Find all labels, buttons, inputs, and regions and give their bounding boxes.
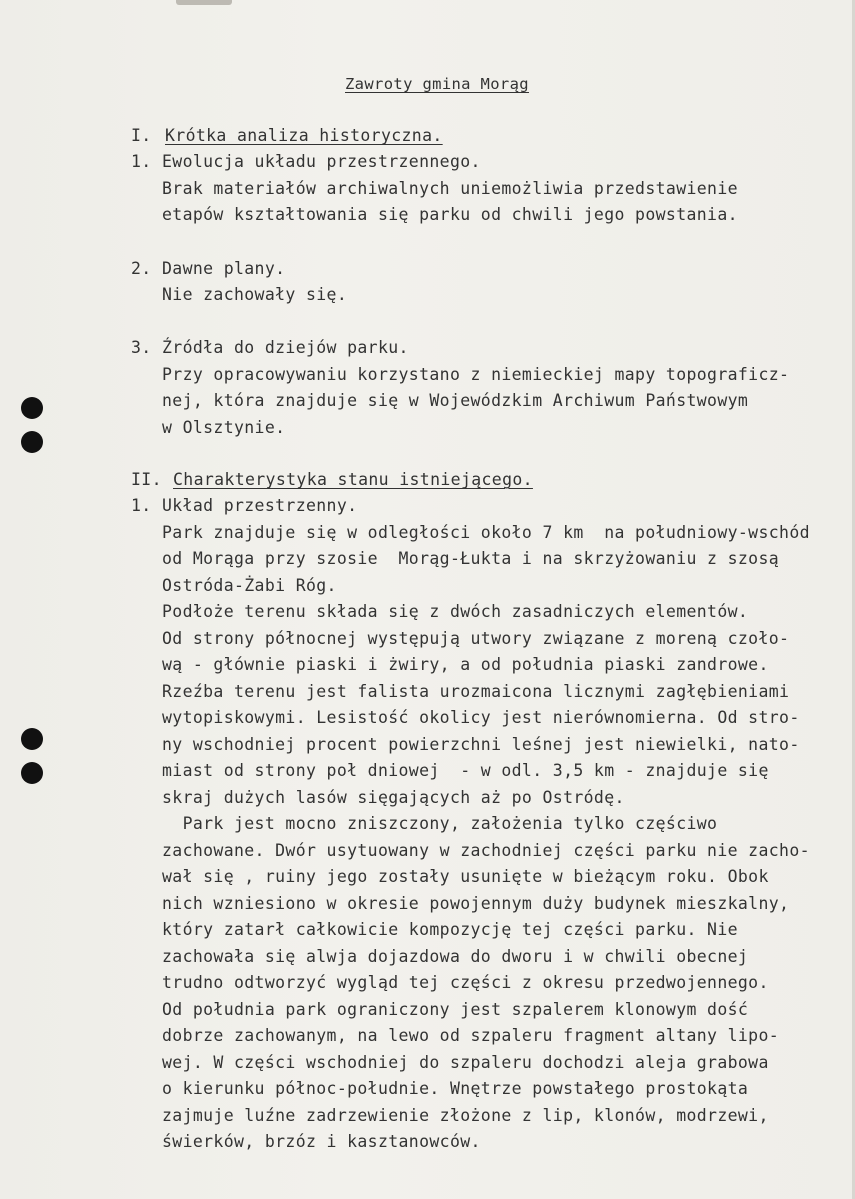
text-line: dobrze zachowanym, na lewo od szpaleru fragment altany lipo- xyxy=(162,1026,780,1045)
section-number: II. xyxy=(131,470,162,489)
text-line: trudno odtworzyć wygląd tej części z okresu przedwojennego. xyxy=(162,973,769,992)
item-number: 3. xyxy=(131,338,152,357)
text-line: wą - głównie piaski i żwiry, a od południa piaski zandrowe. xyxy=(162,655,769,674)
text-line: który zatarł całkowicie kompozycję tej części parku. Nie xyxy=(162,920,738,939)
text-line: Ostróda-Żabi Róg. xyxy=(162,576,337,595)
text-line: Od południa park ograniczony jest szpalerem klonowym dość xyxy=(162,1000,749,1019)
text-line: Brak materiałów archiwalnych uniemożliwia przedstawienie xyxy=(162,179,738,198)
section-number: I. xyxy=(131,126,152,145)
punch-hole xyxy=(21,762,43,784)
text-line: nich wzniesiono w okresie powojennym duży budynek mieszkalny, xyxy=(162,894,790,913)
text-line: skraj dużych lasów sięgających aż po Ostródę. xyxy=(162,788,625,807)
text-line: nej, która znajduje się w Wojewódzkim Archiwum Państwowym xyxy=(162,391,749,410)
text-line: Park znajduje się w odległości około 7 km na południowy-wschód xyxy=(162,523,810,542)
text-line: ny wschodniej procent powierzchni leśnej jest niewielki, nato- xyxy=(162,735,800,754)
text-line: zachowane. Dwór usytuowany w zachodniej części parku nie zacho- xyxy=(162,841,810,860)
text-line: zajmuje luźne zadrzewienie złożone z lip, klonów, modrzewi, xyxy=(162,1106,769,1125)
text-line: Park jest mocno zniszczony, założenia tylko częściwo xyxy=(162,814,718,833)
text-line: wał się , ruiny jego zostały usunięte w bieżącym roku. Obok xyxy=(162,867,769,886)
text-line: zachowała się alwja dojazdowa do dworu i w chwili obecnej xyxy=(162,947,749,966)
item-heading: Dawne plany. xyxy=(162,259,286,278)
item-heading: Układ przestrzenny. xyxy=(162,496,358,515)
item-number: 2. xyxy=(131,259,152,278)
text-line: od Morąga przy szosie Morąg-Łukta i na skrzyżowaniu z szosą xyxy=(162,549,780,568)
text-line: Od strony północnej występują utwory związane z moreną czoło- xyxy=(162,629,790,648)
text-line: Podłoże terenu składa się z dwóch zasadniczych elementów. xyxy=(162,602,749,621)
text-line: wytopiskowymi. Lesistość okolicy jest nierównomierna. Od stro- xyxy=(162,708,800,727)
punch-hole xyxy=(21,397,43,419)
section-heading: Krótka analiza historyczna. xyxy=(165,126,443,145)
item-number: 1. xyxy=(131,496,152,515)
text-line: o kierunku północ-południe. Wnętrze powstałego prostokąta xyxy=(162,1079,749,1098)
text-line: etapów kształtowania się parku od chwili jego powstania. xyxy=(162,205,738,224)
page-title: Zawroty gmina Morąg xyxy=(345,75,529,93)
text-line: w Olsztynie. xyxy=(162,418,286,437)
text-line: Nie zachowały się. xyxy=(162,285,348,304)
text-line: Rzeźba terenu jest falista urozmaicona licznymi zagłębieniami xyxy=(162,682,790,701)
text-line: świerków, brzóz i kasztanowców. xyxy=(162,1132,481,1151)
staple-mark xyxy=(176,0,232,5)
section-heading: Charakterystyka stanu istniejącego. xyxy=(173,470,533,489)
text-line: Przy opracowywaniu korzystano z niemieckiej mapy topograficz- xyxy=(162,365,790,384)
item-heading: Ewolucja układu przestrzennego. xyxy=(162,152,481,171)
item-number: 1. xyxy=(131,152,152,171)
text-line: wej. W części wschodniej do szpaleru dochodzi aleja grabowa xyxy=(162,1053,769,1072)
item-heading: Źródła do dziejów parku. xyxy=(162,338,409,357)
punch-hole xyxy=(21,431,43,453)
text-line: miast od strony poł dniowej - w odl. 3,5 km - znajduje się xyxy=(162,761,769,780)
punch-hole xyxy=(21,728,43,750)
